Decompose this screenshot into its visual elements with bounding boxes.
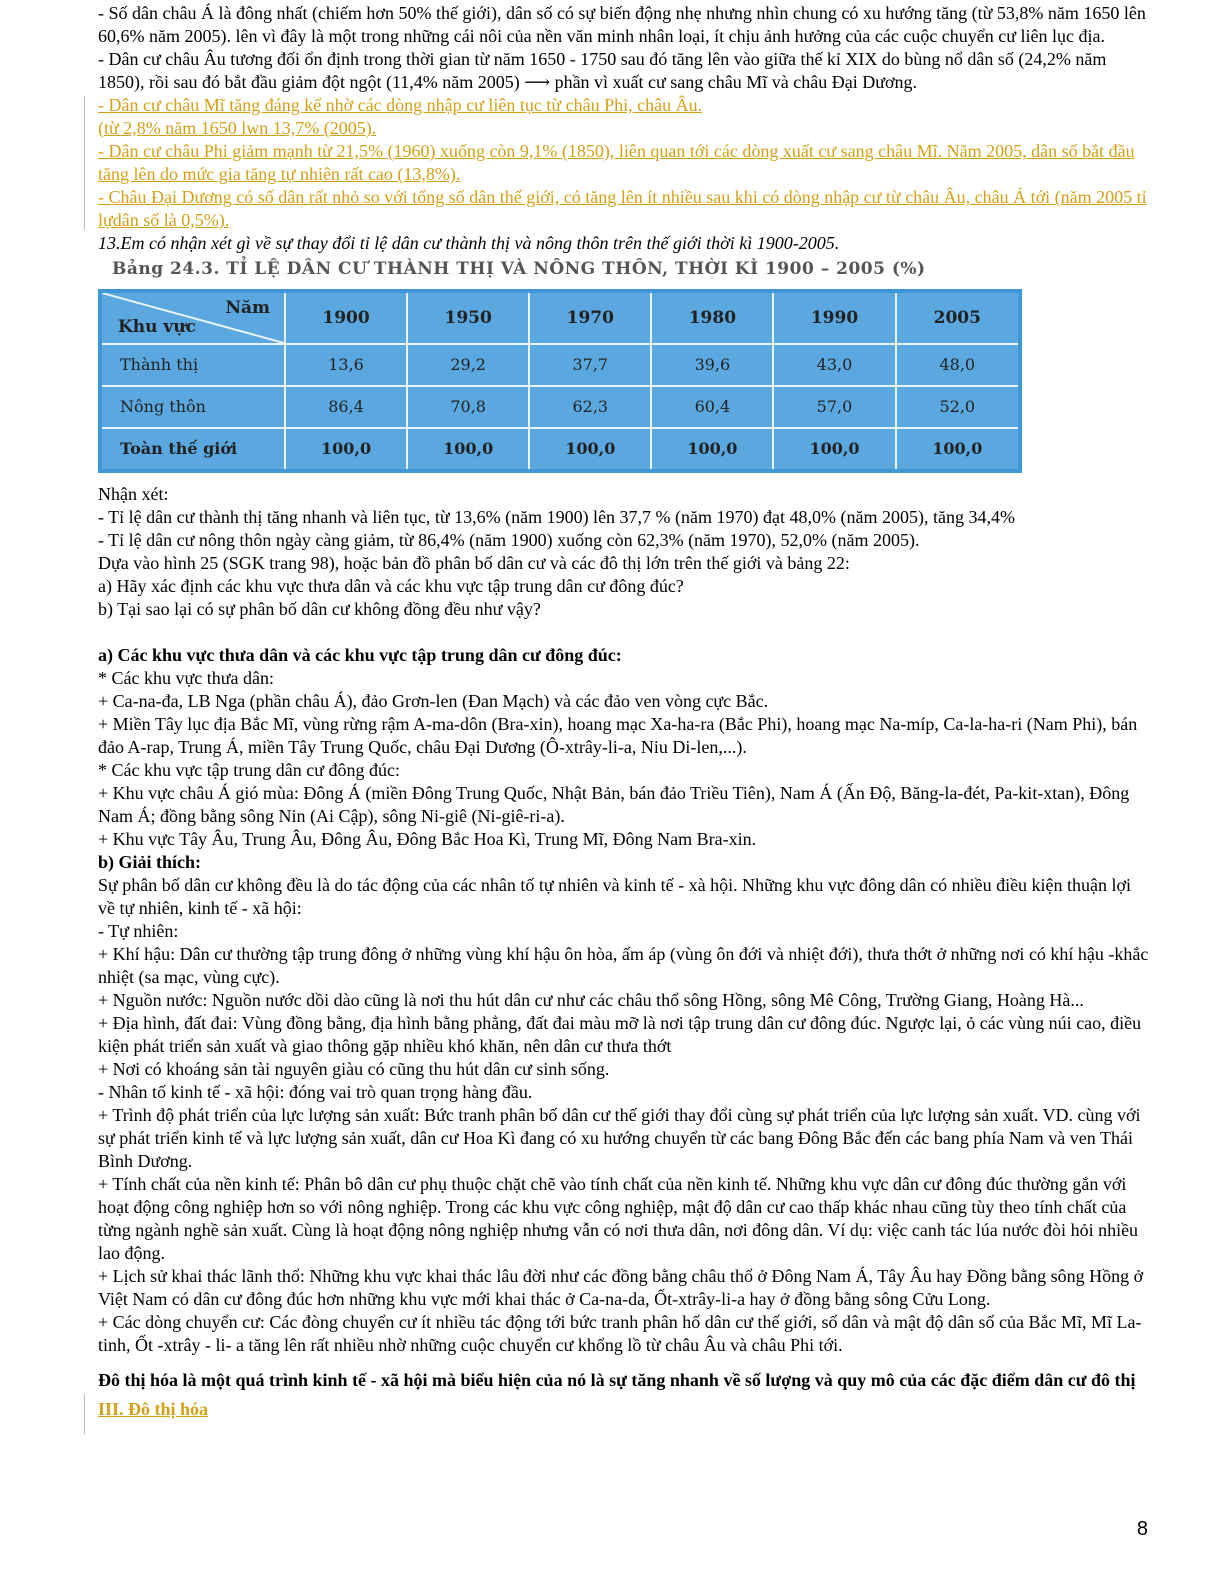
tracked-revision-block xyxy=(98,94,1150,232)
intro-paragraphs xyxy=(98,0,1150,94)
answer-line: - Nhân tố kinh tế - xã hội: đóng vai trò quan trọng hàng đầu. xyxy=(98,1082,533,1102)
revision-america: - Dân cư châu Mĩ tăng đáng kể nhờ các dòng nhập cư liên tục từ châu Phi, châu Âu. xyxy=(98,95,703,115)
table-cell: 86,4 xyxy=(285,386,407,428)
table-cell: 70,8 xyxy=(407,386,529,428)
year-header: 1950 xyxy=(407,291,529,344)
answer-a-heading: a) Các khu vực thưa dân và các khu vực tập trung dân cư đông đúc: xyxy=(98,645,622,665)
row-label: Toàn thế giới xyxy=(100,428,285,471)
section-3-wrapper xyxy=(98,1398,1150,1421)
remark-rural: - Tỉ lệ dân cư nông thôn ngày càng giảm, từ 86,4% (năm 1900) xuống còn 62,3% (năm 1970), 52,0% (năm 2005). xyxy=(98,530,920,550)
answer-line: Sự phân bố dân cư không đều là do tác động của các nhân tố tự nhiên và kinh tế - xà hội. Những khu vực đông dân có nhiều điều kiện thuận lợi về tự nhiên, kinh tế - xã hội: xyxy=(98,875,1132,918)
answer-line: + Các dòng chuyển cư: Các đòng chuyển cư ít nhiều tác động tới bức tranh phân hố dân cư thế giới, số dân và mật độ dân số của Bắc Mĩ, Mĩ La-tinh, Ốt -xtrây - li- a tăng lên rất nhiều nhờ những cuộc chuyển cư khổng lồ từ châu Âu và châu Phi tới. xyxy=(98,1312,1142,1355)
answer-line: * Các khu vực thưa dân: xyxy=(98,668,274,688)
table-cell: 13,6 xyxy=(285,344,407,386)
answer-line: + Miền Tây lục địa Bắc Mĩ, vùng rừng rậm A-ma-dôn (Bra-xin), hoang mạc Xa-ha-ra (Bắc Phi), hoang mạc Na-míp, Ca-la-ha-ri (Nam Phi), bán đảo A-rap, Trung Á, miền Tây Trung Quốc, châu Đại Dương (Ô-xtrây-li-a, Niu Di-len,...). xyxy=(98,714,1138,757)
table-cell: 100,0 xyxy=(529,428,651,471)
year-header: 1990 xyxy=(773,291,895,344)
paragraph-europe: - Dân cư châu Âu tương đối ổn định trong thời gian từ năm 1650 - 1750 sau đó tăng lên vào giữa thế kỉ XIX do bùng nổ dân số (24,2% năm 1850), rồi sau đó bắt đầu giảm đột ngột (11,4% năm 2005) ⟶ phần vì xuất cư sang châu Mĩ và châu Đại Dương. xyxy=(98,49,1107,92)
table-corner-header xyxy=(100,291,285,344)
table-cell: 100,0 xyxy=(407,428,529,471)
answer-line: - Tự nhiên: xyxy=(98,921,179,941)
corner-region-label: Khu vực xyxy=(118,317,197,337)
analysis-block xyxy=(98,483,1150,621)
table-cell: 43,0 xyxy=(773,344,895,386)
population-table xyxy=(98,289,1022,473)
answer-line: + Khu vực Tây Âu, Trung Âu, Đông Âu, Đông Bắc Hoa Kì, Trung Mĩ, Đông Nam Bra-xin. xyxy=(98,829,757,849)
answer-line: + Khu vực châu Á gió mùa: Đông Á (miền Đông Trung Quốc, Nhật Bản, bán đảo Triều Tiên), Nam Á (Ấn Độ, Băng-la-đét, Pa-kit-xtan), Đông Nam Á; đồng bằng sông Nin (Ai Cập), sông Ni-giê (Ni-giê-ri-a). xyxy=(98,783,1130,826)
answer-line: + Ca-na-đa, LB Nga (phần châu Á), đảo Grơn-len (Đan Mạch) và các đảo ven vòng cực Bắc. xyxy=(98,691,769,711)
year-header: 2005 xyxy=(896,291,1020,344)
table-row-urban xyxy=(100,344,1020,386)
answer-line: + Trình độ phát triển của lực lượng sản xuất: Bức tranh phân bố dân cư thế giới thay đổi cùng sự phát triển của lực lượng sản xuất. VD. cùng với sự phát triển kinh tế và lực lượng sản xuất, dân cư Hoa Kì đang có xu hướng chuyển từ các bang Đông Bắc đến các bang phía Nam và ven Thái Bình Dương. xyxy=(98,1105,1141,1171)
table-cell: 100,0 xyxy=(285,428,407,471)
spacer xyxy=(98,621,1150,644)
answer-line: + Tính chất của nền kinh tế: Phân bô dân cư phụ thuộc chặt chẽ vào tính chất của nền kinh tế. Những khu vực dân cư đông đúc thường gắn với hoạt động công nghiệp hơn so với nông nghiệp. Trong các khu vực công nghiệp, mật độ dân cư cao thấp khác nhau cũng tùy theo tính chất của từng ngành nghề sản xuất. Cùng là hoạt động nông nghiệp nhưng vẫn có nơi thưa dân, nơi đông dân. Ví dụ: việc canh tác lúa nước đòi hỏi nhiều lao động. xyxy=(98,1174,1139,1263)
exercise-intro: Dựa vào hình 25 (SGK trang 98), hoặc bản đồ phân bố dân cư và các đô thị lớn trên thế giới và bảng 22: xyxy=(98,553,850,573)
exercise-question-b: b) Tại sao lại có sự phân bố dân cư không đồng đều như vậy? xyxy=(98,599,541,619)
table-cell: 100,0 xyxy=(651,428,773,471)
answer-line: + Khí hậu: Dân cư thường tập trung đông ở những vùng khí hậu ôn hòa, ấm áp (vùng ôn đới và nhiệt đới), thưa thớt ở những nơi có khí hậu -khắc nhiệt (sa mạc, vùng cực). xyxy=(98,944,1149,987)
year-header: 1970 xyxy=(529,291,651,344)
remark-urban: - Tỉ lệ dân cư thành thị tăng nhanh và liên tục, từ 13,6% (năm 1900) lên 37,7 % (năm 1970) đạt 48,0% (năm 2005), tăng 34,4% xyxy=(98,507,1015,527)
paragraph-asia: - Số dân châu Á là đông nhất (chiếm hơn 50% thế giới), dân số có sự biến động nhẹ nhưng nhìn chung có xu hướng tăng (từ 53,8% năm 1650 lên 60,6% năm 2005). lên vì đây là một trong những cái nôi của nền văn minh nhân loại, ít chịu ảnh hưởng của các cuộc chuyển cư liên lục địa. xyxy=(98,3,1146,46)
table-cell: 29,2 xyxy=(407,344,529,386)
answer-line: + Lịch sử khai thác lãnh thổ: Những khu vực khai thác lâu đời như các đồng bằng châu thổ ở Đông Nam Á, Tây Âu hay Đồng bằng sông Hồng ở Việt Nam có dân cư đông đúc hơn những khu vực mới khai thác ở Ca-na-da, Ốt-xtrây-li-a hay ở đồng bằng sông Cửu Long. xyxy=(98,1266,1144,1309)
population-table-figure xyxy=(98,257,1026,479)
section-3-heading: III. Đô thị hóa xyxy=(98,1399,209,1419)
table-row-rural xyxy=(100,386,1020,428)
exercise-question-a: a) Hãy xác định các khu vực thưa dân và các khu vực tập trung dân cư đông đúc? xyxy=(98,576,684,596)
table-caption: Bảng 24.3. TỈ LỆ DÂN CƯ THÀNH THỊ VÀ NÔNG THÔN, THỜI KÌ 1900 – 2005 (%) xyxy=(112,259,926,279)
revision-oceania: - Châu Đại Dương có số dân rất nhỏ so với tổng số dân thế giới, có tăng lên ít nhiều sau khi có dòng nhập cư từ châu Âu, châu Á tới (năm 2005 tỉ lựdân số là 0,5%). xyxy=(98,187,1147,230)
corner-year-label: Năm xyxy=(225,298,270,318)
table-cell: 57,0 xyxy=(773,386,895,428)
answer-b-body xyxy=(98,874,1150,1357)
row-label: Thành thị xyxy=(100,344,285,386)
answer-line: + Nơi có khoáng sản tài nguyên giàu có cũng thu hút dân cư sinh sống. xyxy=(98,1059,610,1079)
answer-a-body xyxy=(98,667,1150,851)
table-cell: 39,6 xyxy=(651,344,773,386)
table-cell: 100,0 xyxy=(773,428,895,471)
answer-line: + Nguồn nước: Nguồn nước dồi dào cũng là nơi thu hút dân cư như các châu thổ sông Hồng, sông Mê Công, Trường Giang, Hoàng Hà... xyxy=(98,990,1084,1010)
answer-line: * Các khu vực tập trung dân cư đông đúc: xyxy=(98,760,400,780)
table-row-total xyxy=(100,428,1020,471)
urbanization-definition: Đô thị hóa là một quá trình kinh tế - xã hội mà biểu hiện của nó là sự tăng nhanh về số lượng và quy mô của các đặc điểm dân cư đô thị xyxy=(98,1370,1136,1390)
answer-b-heading: b) Giải thích: xyxy=(98,852,202,872)
question-13: 13.Em có nhận xét gì về sự thay đổi tỉ lệ dân cư thành thị và nông thôn trên thế giới thời kì 1900-2005. xyxy=(98,233,840,253)
remark-label: Nhận xét: xyxy=(98,484,169,504)
year-header: 1900 xyxy=(285,291,407,344)
page-number: 8 xyxy=(1136,1518,1148,1540)
year-header: 1980 xyxy=(651,291,773,344)
row-label: Nông thôn xyxy=(100,386,285,428)
revision-africa: - Dân cư châu Phi giảm mạnh từ 21,5% (1960) xuống còn 9,1% (1850), liên quan tới các dòng xuất cư sang châu Mĩ. Năm 2005, dân số bắt đầu tăng lên do mức gia tăng tự nhiên rất cao (13,8%). xyxy=(98,141,1135,184)
answer-line: + Địa hình, đất đai: Vùng đồng bằng, địa hình bằng phẳng, đất đai màu mỡ là nơi tập trung dân cư đông đúc. Ngược lại, ỏ các vùng núi cao, điều kiện phát triển sản xuất và giao thông gặp nhiều khó khăn, nên dân cư thưa thớt xyxy=(98,1013,1142,1056)
document-page xyxy=(98,0,1150,1421)
table-cell: 60,4 xyxy=(651,386,773,428)
revision-america-figures: (từ 2,8% năm 1650 lwn 13,7% (2005). xyxy=(98,118,377,138)
table-cell: 62,3 xyxy=(529,386,651,428)
table-cell: 37,7 xyxy=(529,344,651,386)
table-cell: 100,0 xyxy=(896,428,1020,471)
table-cell: 48,0 xyxy=(896,344,1020,386)
table-cell: 52,0 xyxy=(896,386,1020,428)
